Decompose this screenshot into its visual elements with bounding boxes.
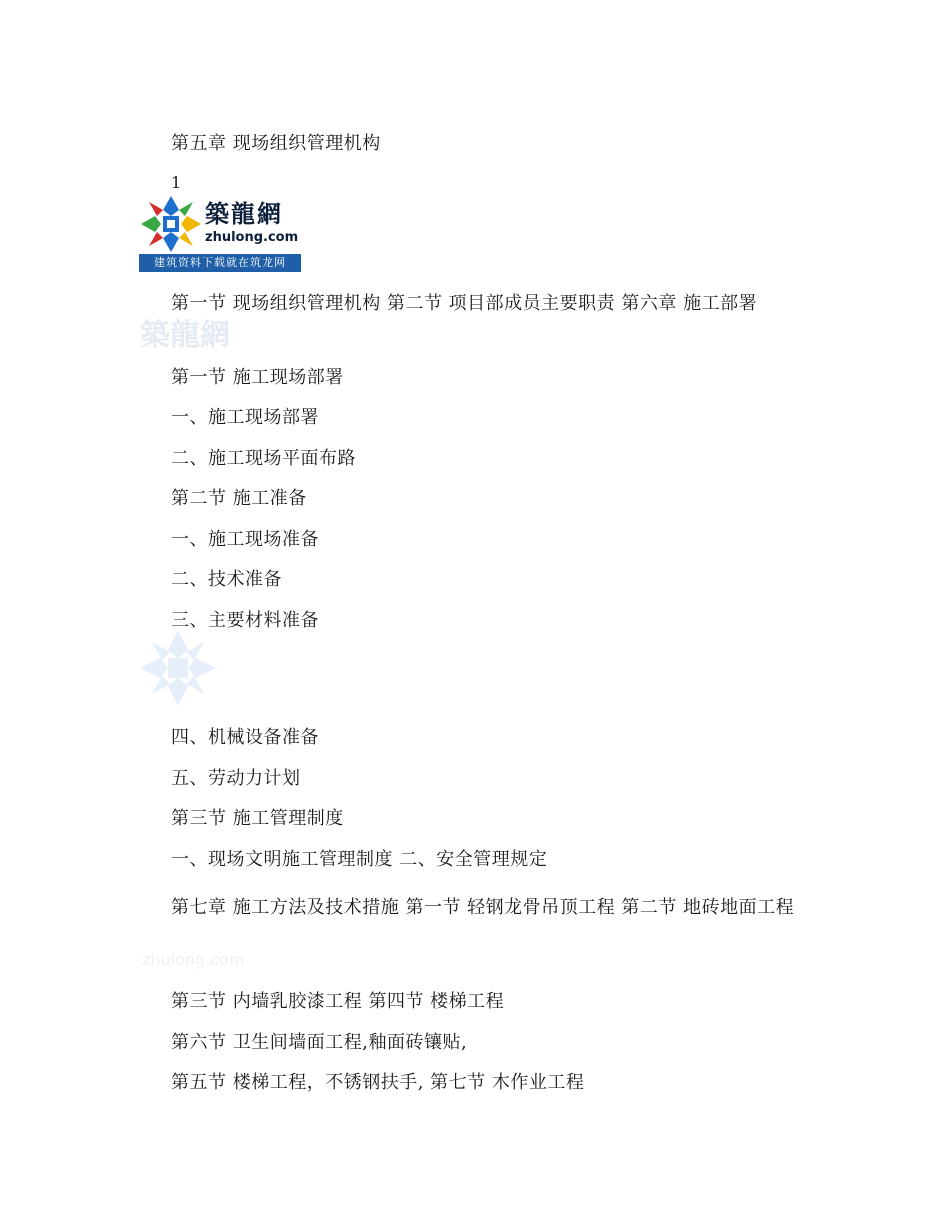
watermark-logo-icon [140, 630, 216, 706]
watermark-bottom-text: zhulong.com [142, 950, 245, 969]
zhulong-logo [139, 194, 301, 272]
body-line: 第七章 施工方法及技术措施 第一节 轻钢龙骨吊顶工程 第二节 地砖地面工程 [171, 897, 795, 918]
body-line: 第二节 施工准备 [171, 488, 307, 509]
body-line: 二、技术准备 [171, 569, 282, 590]
body-line: 四、机械设备准备 [171, 727, 319, 748]
watermark-top-text: 築龍網 [140, 318, 230, 353]
body-line: 二、施工现场平面布路 [171, 448, 356, 469]
body-line: 第一节 现场组织管理机构 第二节 项目部成员主要职责 第六章 施工部署 [171, 293, 758, 314]
chapter-title: 第五章 现场组织管理机构 [171, 133, 381, 154]
body-line: 三、主要材料准备 [171, 610, 319, 631]
body-line: 第五节 楼梯工程，不锈钢扶手, 第七节 木作业工程 [171, 1072, 585, 1093]
body-line: 第三节 施工管理制度 [171, 808, 344, 829]
body-line: 一、施工现场准备 [171, 529, 319, 550]
body-line: 第三节 内墙乳胶漆工程 第四节 楼梯工程 [171, 991, 505, 1012]
body-line: 一、现场文明施工管理制度 二、安全管理规定 [171, 849, 548, 870]
logo-brand-chinese: 築龍網 [205, 200, 283, 228]
body-line: 第六节 卫生间墙面工程,釉面砖镶贴, [171, 1032, 468, 1053]
body-line: 一、施工现场部署 [171, 407, 319, 428]
page-number: 1 [171, 173, 182, 192]
body-line: 第一节 施工现场部署 [171, 367, 344, 388]
zhulong-logo-icon [139, 194, 203, 254]
body-line: 五、劳动力计划 [171, 768, 301, 789]
logo-brand-english: zhulong.com [205, 230, 299, 245]
logo-banner: 建筑资料下载就在筑龙网 [139, 254, 301, 272]
